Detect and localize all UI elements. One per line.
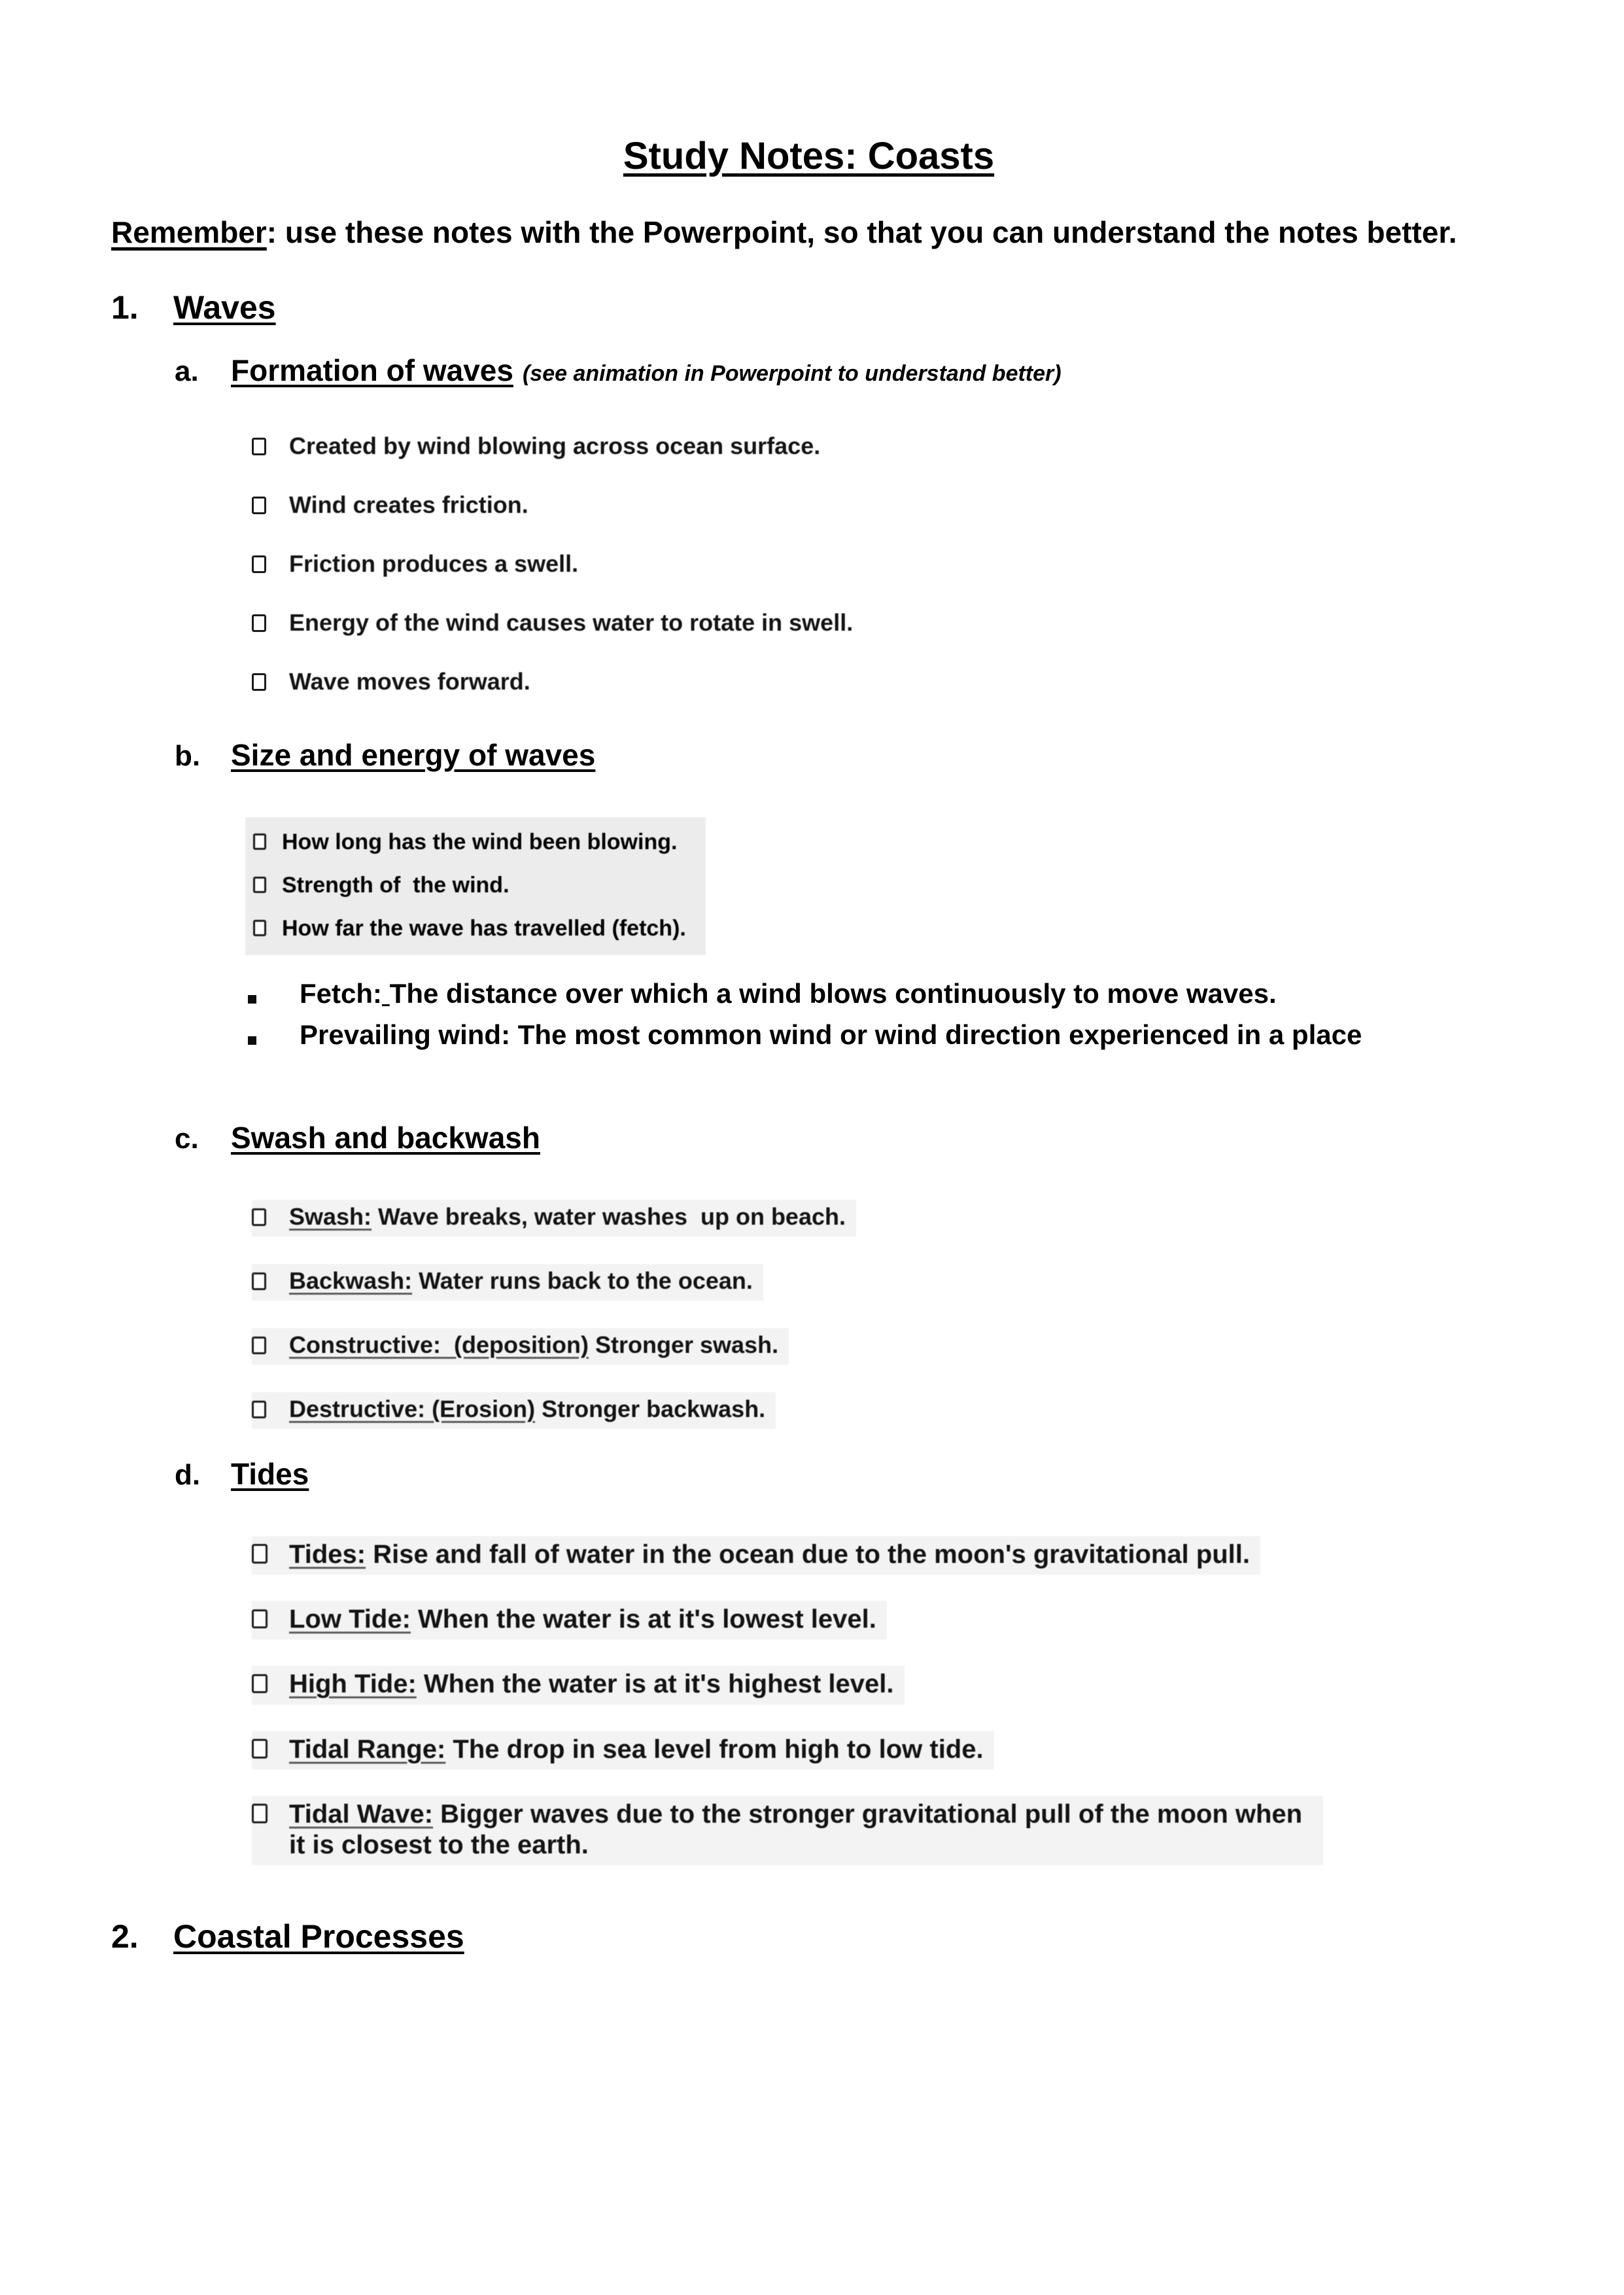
bullet-label: Tidal Range:: [289, 1734, 446, 1764]
bullet-text: Wave moves forward.: [289, 668, 530, 695]
bullet-text: Wind creates friction.: [289, 491, 528, 518]
section-number: 2.: [111, 1918, 139, 1955]
subsection-letter: c.: [175, 1123, 199, 1155]
bullet-text: The drop in sea level from high to low tide.: [445, 1734, 984, 1764]
subsection-heading: Size and energy of waves: [231, 738, 596, 772]
bullet-text: Energy of the wind causes water to rotate in swell.: [289, 609, 854, 636]
underlined-space: [382, 978, 390, 1009]
subsection-letter: b.: [175, 740, 201, 772]
list-item: [252, 1328, 789, 1365]
bullet-text: How far the wave has travelled (fetch).: [282, 916, 686, 941]
section-1-heading-row: [111, 289, 1506, 326]
definition-text: The most common wind or wind direction experienced in a place: [517, 1019, 1362, 1050]
list-item: [252, 609, 1506, 638]
list-item: [252, 1731, 994, 1770]
bullet-text: How long has the wind been blowing.: [282, 830, 678, 854]
subsection-heading: Formation of waves: [231, 353, 513, 387]
checkbox-bullet-icon: [252, 1674, 268, 1694]
checkbox-bullet-icon: [252, 438, 266, 455]
bullet-text: When the water is at it's lowest level.: [410, 1605, 876, 1634]
checkbox-bullet-icon: [252, 1208, 266, 1226]
list-item: [248, 977, 1506, 1010]
bullet-text: Created by wind blowing across ocean surface.: [289, 432, 821, 459]
tides-list: [252, 1536, 1506, 1865]
bullet-label: High Tide:: [289, 1670, 417, 1699]
bullet-label: Backwash:: [289, 1267, 413, 1294]
checkbox-bullet-icon: [252, 1804, 268, 1823]
section-2-heading-row: [111, 1918, 1506, 1955]
subsection-note: (see animation in Powerpoint to understand better): [522, 361, 1062, 386]
section-heading: Waves: [173, 289, 276, 326]
list-item: [252, 668, 1506, 697]
list-item: [252, 1392, 776, 1429]
checkbox-bullet-icon: [252, 1739, 268, 1759]
bullet-text: Strength of the wind.: [282, 873, 510, 898]
checkbox-bullet-icon: [252, 673, 266, 691]
checkbox-bullet-icon: [252, 614, 266, 632]
bullet-text: Rise and fall of water in the ocean due to the moon's gravitational pull.: [366, 1540, 1250, 1569]
list-item: [248, 1019, 1506, 1051]
bullet-label: Tides:: [289, 1540, 366, 1569]
bullet-label: Swash:: [289, 1203, 372, 1230]
checkbox-bullet-icon: [252, 1272, 266, 1290]
bullet-text: Stronger swash.: [589, 1331, 779, 1358]
list-item: [253, 872, 686, 899]
checkbox-bullet-icon: [253, 833, 266, 850]
list-item: [252, 1264, 763, 1301]
space: [510, 1019, 518, 1050]
checkbox-bullet-icon: [252, 1544, 268, 1564]
bullet-text: Friction produces a swell.: [289, 550, 579, 577]
checkbox-bullet-icon: [253, 877, 266, 893]
checkbox-bullet-icon: [252, 497, 266, 514]
square-bullet-icon: [248, 1036, 256, 1045]
bullet-text: Stronger backwash.: [535, 1395, 766, 1422]
page-title-text: Study Notes: Coasts: [623, 135, 995, 177]
reminder-text: : use these notes with the Powerpoint, so that you can understand the notes better.: [266, 215, 1457, 249]
definition-text: The distance over which a wind blows continuously to move waves.: [389, 978, 1277, 1009]
checkbox-bullet-icon: [253, 920, 266, 936]
list-item: [252, 1796, 1323, 1865]
list-item: [253, 915, 686, 942]
list-item: [253, 829, 686, 856]
list-item: [252, 550, 1506, 579]
bullet-text: Bigger waves due to the stronger gravitational pull of the moon when it is closest to the earth.: [289, 1799, 1310, 1859]
subsection-a-heading-row: [175, 353, 1506, 388]
bullet-text: When the water is at it's highest level.: [416, 1670, 894, 1699]
subsection-b-heading-row: [175, 737, 1506, 773]
section-heading: Coastal Processes: [173, 1918, 464, 1955]
reminder-note: [111, 215, 1506, 250]
definition-label: Prevailing wind:: [300, 1019, 511, 1050]
subsection-letter: d.: [175, 1459, 201, 1491]
bullet-text: Wave breaks, water washes up on beach.: [371, 1203, 846, 1230]
list-item: [252, 1536, 1260, 1575]
subsection-heading: Swash and backwash: [231, 1121, 540, 1155]
list-item: [252, 1200, 856, 1236]
section-number: 1.: [111, 289, 139, 326]
bullet-label: Destructive: (Erosion): [289, 1395, 536, 1422]
checkbox-bullet-icon: [252, 1337, 266, 1354]
subsection-letter: a.: [175, 355, 199, 387]
swash-backwash-list: [252, 1200, 1506, 1429]
size-energy-list: [245, 817, 706, 955]
list-item: [252, 491, 1506, 520]
square-bullet-icon: [248, 995, 256, 1004]
reminder-label: Remember: [111, 215, 267, 249]
subsection-c-heading-row: [175, 1120, 1506, 1155]
formation-of-waves-list: [252, 432, 1506, 697]
page-title: [111, 134, 1506, 178]
definition-label: Fetch:: [300, 978, 382, 1009]
bullet-label: Low Tide:: [289, 1605, 411, 1634]
checkbox-bullet-icon: [252, 555, 266, 573]
subsection-d-heading-row: [175, 1456, 1506, 1492]
bullet-label: Constructive: (deposition): [289, 1331, 589, 1358]
checkbox-bullet-icon: [252, 1609, 268, 1629]
list-item: [252, 1601, 887, 1639]
bullet-label: Tidal Wave:: [289, 1799, 434, 1829]
definitions-list: [248, 977, 1506, 1051]
checkbox-bullet-icon: [252, 1401, 266, 1418]
bullet-text: Water runs back to the ocean.: [412, 1267, 753, 1294]
subsection-heading: Tides: [231, 1457, 309, 1491]
list-item: [252, 1666, 905, 1704]
list-item: [252, 432, 1506, 461]
